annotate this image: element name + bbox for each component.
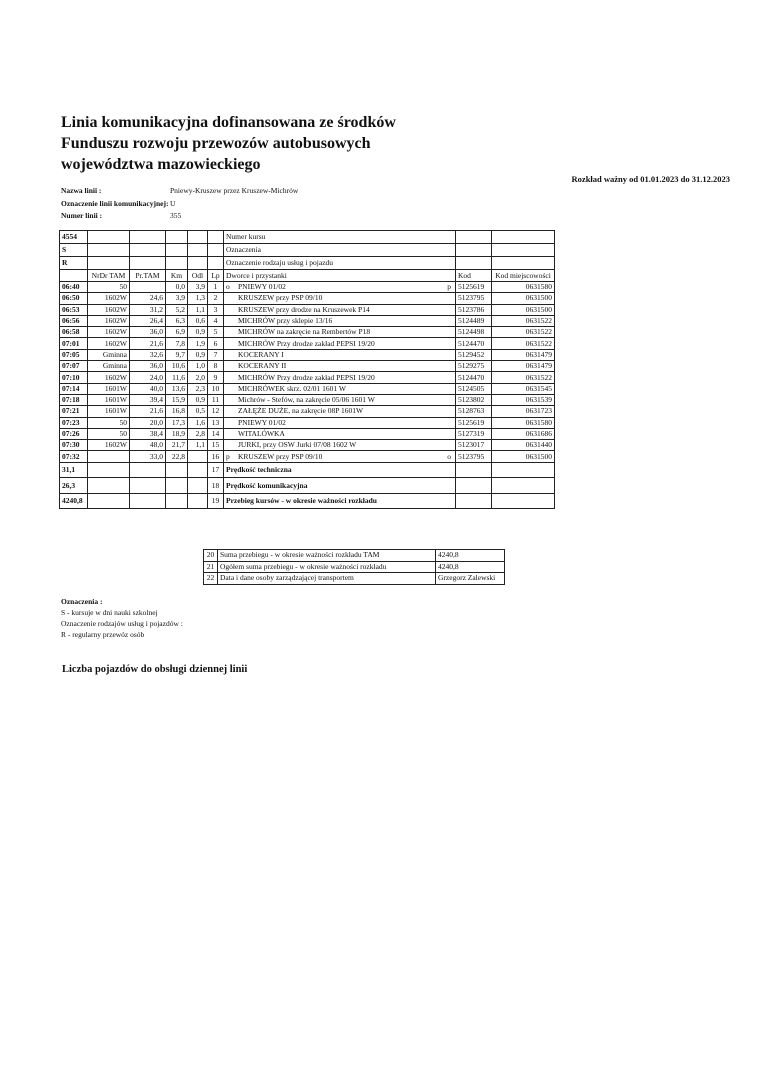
speed-tam: 32,6 [130,349,166,360]
road-number [88,451,130,462]
departure-time: 07:01 [60,338,88,349]
locality-code: 0631440 [492,440,555,451]
stop-name: PNIEWY 01/02 [238,417,286,427]
empty-cell [188,493,208,509]
stop-cell [224,361,456,372]
road-number: 1601W [88,394,130,405]
locality-code: 0631522 [492,327,555,338]
footer-index: 17 [208,462,224,478]
line-number-value: 355 [170,211,182,220]
speed-tam: 36,0 [130,361,166,372]
stop-flag: p [447,282,451,292]
stop-name: MICHRÓWEK skrz. 02/01 1601 W [238,383,346,393]
legend-item: Oznaczenie rodzajów usług i pojazdów : [61,619,183,628]
distance: 2,3 [188,383,208,394]
distance [188,451,208,462]
departure-time: 07:21 [60,406,88,417]
stop-code: 5123017 [456,440,492,451]
distance: 1,0 [188,361,208,372]
stop-cell [224,293,456,304]
course-number-label: Numer kursu [224,231,456,244]
stop-code: 5123795 [456,451,492,462]
empty-cell [88,478,130,494]
stop-name: KRUSZEW przy PSP 09/10 [238,451,323,461]
road-number: 1602W [88,372,130,383]
footer-value: 26,3 [60,478,88,494]
locality-code: 0631580 [492,282,555,293]
summary-index: 21 [204,561,218,573]
departure-time: 07:32 [60,451,88,462]
stop-code: 5125619 [456,417,492,428]
road-number: 1602W [88,293,130,304]
course-number: 4554 [60,231,88,244]
col-km: Km [166,270,188,282]
course-mark-label: Oznaczenia [224,244,456,257]
table-row [60,361,555,372]
distance: 1,9 [188,338,208,349]
stop-index: 6 [208,338,224,349]
stop-code: 5125619 [456,282,492,293]
speed-tam: 20,0 [130,417,166,428]
road-number: Gminna [88,349,130,360]
table-row [60,428,555,439]
stop-name: MICHRÓW Przy drodze zakład PEPSI 19/20 [238,372,375,382]
distance: 1,6 [188,417,208,428]
road-number: Gminna [88,361,130,372]
title-line-3: województwa mazowieckiego [61,156,261,173]
summary-row [204,550,505,562]
stop-index: 16 [208,451,224,462]
table-row [60,406,555,417]
empty-cell [188,462,208,478]
service-type-label: Oznaczenie rodzaju usług i pojazdu [224,257,456,270]
stop-cell [224,383,456,394]
stop-cell [224,327,456,338]
summary-label: Ogółem suma przebiegu - w okresie ważności rozkładu [218,561,436,573]
empty-cell [166,462,188,478]
speed-tam: 48,0 [130,440,166,451]
locality-code: 0631522 [492,315,555,326]
km: 7,8 [166,338,188,349]
stop-name: WITALÓWKA [238,429,285,438]
stop-cell [224,338,456,349]
empty-cell [492,478,555,494]
stop-index: 7 [208,349,224,360]
summary-row [204,561,505,573]
departure-time: 06:56 [60,315,88,326]
title-line-2: Funduszu rozwoju przewozów autobusowych [61,135,371,152]
stop-cell [224,282,456,293]
distance: 0,9 [188,394,208,405]
stop-name: MICHRÓW przy sklepie 13/16 [238,316,333,326]
table-row [60,394,555,405]
stop-cell [224,394,456,405]
line-name-value: Pniewy-Kruszew przez Kruszew-Michrów [170,186,299,195]
km: 13,6 [166,383,188,394]
stop-name: KOCERANY I [238,349,284,359]
locality-code: 0631545 [492,383,555,394]
stop-code: 5127319 [456,428,492,439]
summary-value: Grzegorz Zalewski [436,573,505,585]
legend [61,596,183,640]
road-number: 50 [88,417,130,428]
col-kod: Kod [456,270,492,282]
empty-cell [88,462,130,478]
vehicles-count-label: Liczba pojazdów do obsługi dziennej linii [62,664,248,675]
col-kodm: Kod miejscowości [492,270,555,282]
stop-flag: o [447,451,451,461]
empty-cell [188,478,208,494]
road-number: 1601W [88,406,130,417]
km: 15,9 [166,394,188,405]
stop-index: 14 [208,428,224,439]
title-line-1: Linia komunikacyjna dofinansowana ze środków [61,114,396,131]
table-row [60,293,555,304]
road-number: 1602W [88,304,130,315]
distance: 3,9 [188,282,208,293]
locality-code: 0631522 [492,372,555,383]
locality-code: 0631500 [492,293,555,304]
stop-name: ZAŁĘŻE DUŻE, na zakręcie 08P 1601W [238,406,364,416]
stop-index: 4 [208,315,224,326]
legend-title: Oznaczenia : [61,597,103,606]
distance: 0,6 [188,315,208,326]
departure-time: 07:14 [60,383,88,394]
legend-item: R - regularny przewóz osób [61,630,145,639]
stop-code: 5124470 [456,338,492,349]
km: 10,6 [166,361,188,372]
footer-label: Prędkość techniczna [224,462,456,478]
distance: 1,1 [188,440,208,451]
departure-time: 07:30 [60,440,88,451]
stop-code: 5123786 [456,304,492,315]
empty-cell [492,462,555,478]
locality-code: 0631539 [492,394,555,405]
speed-tam: 21,6 [130,338,166,349]
table-row [60,451,555,462]
locality-code: 0631500 [492,451,555,462]
legend-item: S - kursuje w dni nauki szkolnej [61,608,158,617]
speed-tam: 26,4 [130,315,166,326]
summary-value: 4240,8 [436,550,505,562]
departure-time: 07:18 [60,394,88,405]
col-odl: Odl [188,270,208,282]
road-number: 1601W [88,383,130,394]
km: 9,7 [166,349,188,360]
footer-row [60,478,555,494]
stop-name: Michrów - Stefów, na zakręcie 05/06 1601 W [238,395,375,405]
document-title [61,112,481,175]
locality-code: 0631479 [492,361,555,372]
stop-code: 5124498 [456,327,492,338]
col-lp: Lp [208,270,224,282]
summary-label: Suma przebiegu - w okresie ważności rozkładu TAM [218,550,436,562]
footer-row [60,493,555,509]
speed-tam [130,282,166,293]
departure-time: 07:26 [60,428,88,439]
stop-name: KRUSZEW przy drodze na Kruszewek P14 [238,304,370,314]
table-row [60,417,555,428]
table-row [60,440,555,451]
speed-tam: 24,6 [130,293,166,304]
km: 0,0 [166,282,188,293]
stop-cell [224,372,456,383]
stop-code: 5123795 [456,293,492,304]
stop-index: 5 [208,327,224,338]
table-row [60,282,555,293]
departure-time: 06:53 [60,304,88,315]
road-number: 1602W [88,327,130,338]
km: 5,2 [166,304,188,315]
empty-cell [456,493,492,509]
departure-time: 07:07 [60,361,88,372]
speed-tam: 31,2 [130,304,166,315]
table-row [60,383,555,394]
speed-tam: 33,0 [130,451,166,462]
table-row [60,315,555,326]
locality-code: 0631686 [492,428,555,439]
summary-label: Data i dane osoby zarządzającej transportem [218,573,436,585]
line-code-label: Oznaczenie linii komunikacyjnej: [61,199,169,208]
km: 17,3 [166,417,188,428]
empty-cell [456,462,492,478]
km: 11,6 [166,372,188,383]
table-row [60,372,555,383]
table-row [60,349,555,360]
column-header-row [60,270,555,282]
stop-code: 5128763 [456,406,492,417]
footer-index: 19 [208,493,224,509]
stop-name: MICHRÓW na zakręcie na Rembertów P18 [238,327,371,337]
course-mark: S [60,244,88,257]
stop-index: 9 [208,372,224,383]
departure-time: 07:10 [60,372,88,383]
road-number: 1602W [88,338,130,349]
locality-code: 0631522 [492,338,555,349]
col-stops: Dworce i przystanki [224,270,456,282]
locality-code: 0631479 [492,349,555,360]
footer-label: Prędkość komunikacyjna [224,478,456,494]
road-number: 1602W [88,440,130,451]
empty-cell [166,478,188,494]
stop-mark: o [226,282,230,292]
locality-code: 0631500 [492,304,555,315]
validity-period: Rozkład ważny od 01.01.2023 do 31.12.2023 [571,174,730,184]
stop-cell [224,349,456,360]
stop-cell [224,417,456,428]
locality-code: 0631580 [492,417,555,428]
speed-tam: 21,6 [130,406,166,417]
stop-name: JURKI, przy OSW Jurki 07/08 1602 W [238,440,357,450]
summary-row [204,573,505,585]
stop-name: KOCERANY II [238,361,287,371]
line-number-label: Numer linii : [61,211,103,220]
line-name-label: Nazwa linii : [61,186,102,195]
stop-name: KRUSZEW przy PSP 09/10 [238,293,323,303]
stop-cell [224,428,456,439]
summary-index: 22 [204,573,218,585]
departure-time: 07:23 [60,417,88,428]
table-row [60,338,555,349]
stop-index: 8 [208,361,224,372]
km: 22,8 [166,451,188,462]
road-number: 50 [88,428,130,439]
stop-code: 5123802 [456,394,492,405]
stop-code: 5124470 [456,372,492,383]
table-row [60,327,555,338]
stop-cell [224,440,456,451]
empty-cell [456,478,492,494]
footer-value: 31,1 [60,462,88,478]
summary-value: 4240,8 [436,561,505,573]
road-number: 50 [88,282,130,293]
stop-name: PNIEWY 01/02 [238,282,286,292]
summary-table [203,549,505,585]
stop-code: 5124505 [456,383,492,394]
stop-index: 12 [208,406,224,417]
road-number: 1602W [88,315,130,326]
footer-label: Przebieg kursów - w okresie ważności rozkładu [224,493,456,509]
stop-index: 3 [208,304,224,315]
empty-cell [492,493,555,509]
footer-index: 18 [208,478,224,494]
distance: 0,5 [188,406,208,417]
col-nrdr: NrDr TAM [88,270,130,282]
stop-index: 15 [208,440,224,451]
stop-cell [224,451,456,462]
distance: 2,8 [188,428,208,439]
km: 16,8 [166,406,188,417]
speed-tam: 38,4 [130,428,166,439]
empty-cell [88,493,130,509]
stop-index: 11 [208,394,224,405]
empty-cell [130,493,166,509]
stop-code: 5129275 [456,361,492,372]
distance: 0,9 [188,327,208,338]
empty-cell [130,462,166,478]
departure-time: 06:50 [60,293,88,304]
empty-cell [166,493,188,509]
stop-code: 5124489 [456,315,492,326]
distance: 2,0 [188,372,208,383]
table-row [60,304,555,315]
km: 6,3 [166,315,188,326]
km: 18,9 [166,428,188,439]
speed-tam: 24,0 [130,372,166,383]
speed-tam: 36,0 [130,327,166,338]
departure-time: 07:05 [60,349,88,360]
footer-row [60,462,555,478]
line-code-value: U [170,199,176,208]
km: 21,7 [166,440,188,451]
km: 6,9 [166,327,188,338]
col-prtam: Pr.TAM [130,270,166,282]
service-type: R [60,257,88,270]
stop-cell [224,315,456,326]
stop-index: 2 [208,293,224,304]
stop-name: MICHRÓW Przy drodze zakład PEPSI 19/20 [238,338,375,348]
departure-time: 06:58 [60,327,88,338]
distance: 1,3 [188,293,208,304]
summary-index: 20 [204,550,218,562]
distance: 1,1 [188,304,208,315]
locality-code: 0631723 [492,406,555,417]
stop-cell [224,406,456,417]
empty-cell [130,478,166,494]
speed-tam: 39,4 [130,394,166,405]
stop-mark: p [226,451,230,461]
stop-index: 13 [208,417,224,428]
speed-tam: 40,0 [130,383,166,394]
departure-time: 06:40 [60,282,88,293]
stop-index: 10 [208,383,224,394]
footer-value: 4240,8 [60,493,88,509]
timetable [59,230,555,509]
stop-cell [224,304,456,315]
km: 3,9 [166,293,188,304]
stop-code: 5129452 [456,349,492,360]
stop-index: 1 [208,282,224,293]
distance: 0,9 [188,349,208,360]
